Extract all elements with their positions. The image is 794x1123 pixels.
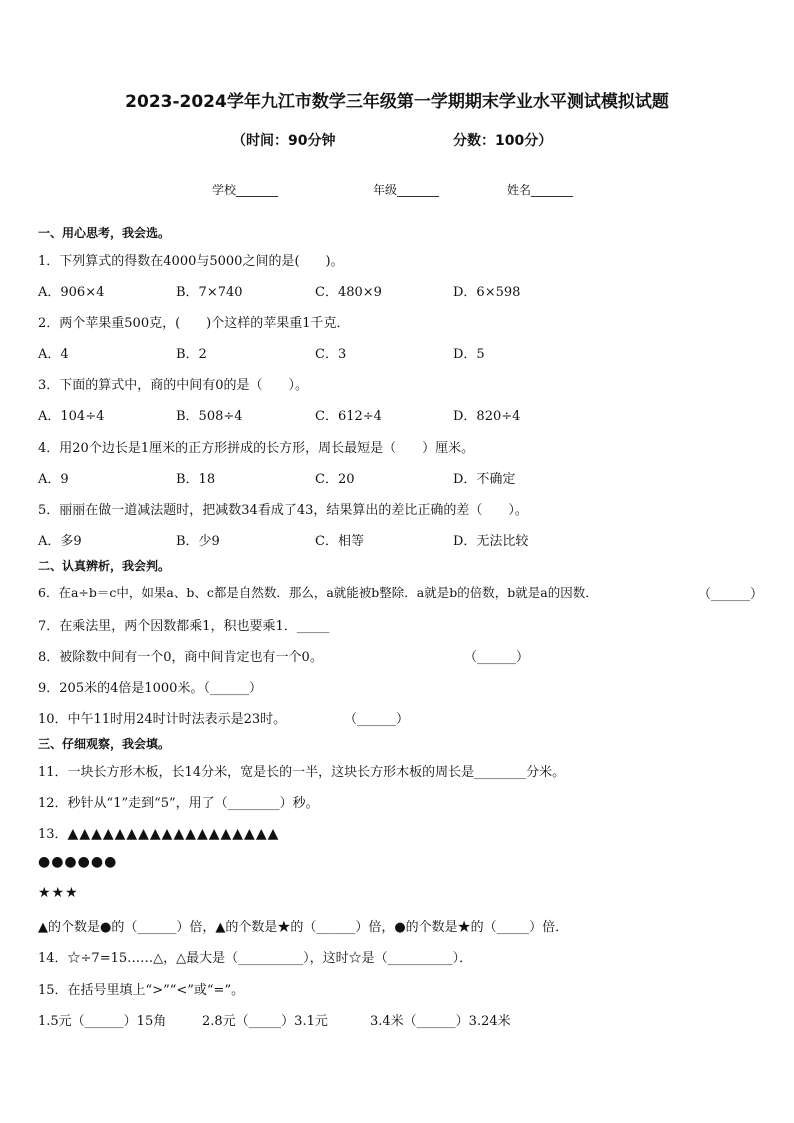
dot-shapes: ●●●●●● — [38, 854, 118, 870]
question-6: 6．在a÷b＝c中，如果a、b、c都是自然数．那么，a就能被b整除．a就是b的倍数，b就是a的因数． — [38, 585, 598, 600]
question-10: 10．中午11时用24时计时法表示是23时。 — [38, 712, 287, 727]
question-14: 14．☆÷7=15……△，△最大是（__________），这时☆是（__________）． — [38, 951, 473, 966]
question-8: 8．被除数中间有一个0，商中间肯定也有一个0。 — [38, 650, 323, 665]
question-5: 5．丽丽在做一道减法题时，把减数34看成了43，结果算出的差比正确的差（ ）。 — [38, 503, 528, 518]
question-4: 4．用20个边长是1厘米的正方形拼成的长方形，周长最短是（ ）厘米。 — [38, 441, 475, 456]
q1-option-d[interactable]: D．6×598 — [453, 285, 521, 300]
question-15: 15．在括号里填上“>”“<”或“=”。 — [38, 983, 245, 998]
q8-answer-blank[interactable]: （______） — [464, 650, 530, 665]
q5-option-a[interactable]: A．多9 — [38, 534, 82, 549]
q10-answer-blank[interactable]: （______） — [344, 712, 410, 727]
q4-option-c[interactable]: C．20 — [315, 472, 355, 487]
section-heading-choice: 一、用心思考，我会选。 — [38, 226, 171, 240]
q2-option-c[interactable]: C．3 — [315, 347, 347, 362]
grade-field[interactable]: 年级_______ — [373, 183, 440, 197]
q3-option-a[interactable]: A．104÷4 — [38, 409, 105, 424]
question-7: 7．在乘法里，两个因数都乘1，积也要乘1．_____ — [38, 619, 330, 634]
q1-option-c[interactable]: C．480×9 — [315, 285, 382, 300]
question-2: 2．两个苹果重500克，( )个这样的苹果重1千克． — [38, 316, 350, 331]
q6-answer-blank[interactable]: （______） — [698, 587, 764, 602]
exam-score: 分数：100分） — [453, 133, 553, 149]
question-13-label: 13． — [38, 827, 68, 842]
question-9: 9．205米的4倍是1000米。（______） — [38, 681, 262, 696]
q1-option-b[interactable]: B．7×740 — [176, 285, 243, 300]
exam-time: （时间：90分钟 — [232, 133, 336, 149]
q15-item-1[interactable]: 1.5元（______）15角 — [38, 1014, 167, 1029]
name-field[interactable]: 姓名_______ — [507, 183, 574, 197]
q2-option-a[interactable]: A．4 — [38, 347, 69, 362]
section-heading-judge: 二、认真辨析，我会判。 — [38, 559, 171, 573]
q15-item-2[interactable]: 2.8元（_____）3.1元 — [202, 1014, 328, 1029]
section-heading-fill: 三、仔细观察，我会填。 — [38, 737, 171, 751]
q3-option-b[interactable]: B．508÷4 — [176, 409, 243, 424]
school-field[interactable]: 学校_______ — [212, 183, 279, 197]
page-title: 2023-2024学年九江市数学三年级第一学期期末学业水平测试模拟试题 — [125, 92, 669, 112]
q4-option-a[interactable]: A．9 — [38, 472, 69, 487]
q4-option-b[interactable]: B．18 — [176, 472, 216, 487]
question-11: 11．一块长方形木板，长14分米，宽是长的一半，这块长方形木板的周长是________分米。 — [38, 765, 566, 780]
triangle-shapes: ▲▲▲▲▲▲▲▲▲▲▲▲▲▲▲▲▲▲ — [67, 826, 280, 842]
question-13-prompt: ▲的个数是●的（______）倍，▲的个数是★的（______）倍，●的个数是★的（_____）倍． — [38, 920, 569, 935]
q5-option-d[interactable]: D．无法比较 — [453, 534, 529, 549]
q4-option-d[interactable]: D．不确定 — [453, 472, 516, 487]
q2-option-b[interactable]: B．2 — [176, 347, 207, 362]
star-shapes: ★★★ — [38, 885, 79, 901]
question-1: 1．下列算式的得数在4000与5000之间的是( )。 — [38, 254, 344, 269]
q5-option-b[interactable]: B．少9 — [176, 534, 220, 549]
question-12: 12．秒针从“1”走到“5”，用了（________）秒。 — [38, 796, 319, 811]
q5-option-c[interactable]: C．相等 — [315, 534, 364, 549]
question-3: 3．下面的算式中，商的中间有0的是（ ）。 — [38, 378, 309, 393]
question-13-row-triangles — [38, 823, 279, 842]
q1-option-a[interactable]: A．906×4 — [38, 285, 105, 300]
q2-option-d[interactable]: D．5 — [453, 347, 485, 362]
q3-option-d[interactable]: D．820÷4 — [453, 409, 521, 424]
q15-item-3[interactable]: 3.4米（______）3.24米 — [370, 1014, 511, 1029]
q3-option-c[interactable]: C．612÷4 — [315, 409, 382, 424]
